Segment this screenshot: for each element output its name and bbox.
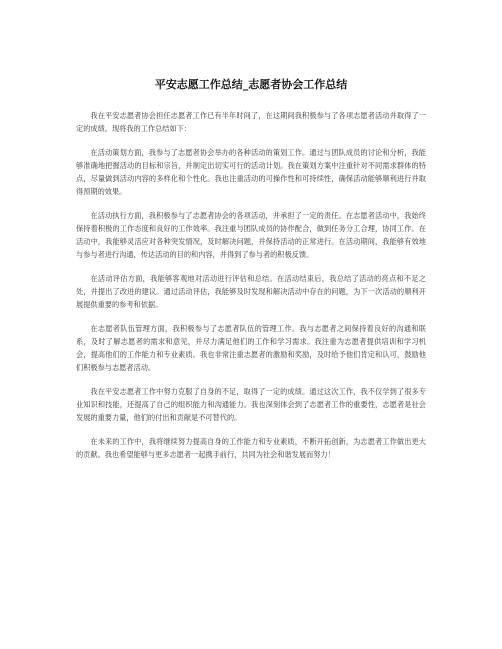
paragraph-reflection: 我在平安志愿者工作中努力克服了自身的不足，取得了一定的成绩。通过这次工作，我不仅学到了很多专业知识和技能，还提高了自己的组织能力和沟通能力。我也深刻体会到了志愿者工作的重要性，志愿者是社会发展的重要力量，他们的付出和贡献是不可替代的。 <box>76 387 426 422</box>
paragraph-execution: 在活动执行方面，我积极参与了志愿者协会的各项活动，并承担了一定的责任。在志愿者活动中，我始终保持着积极的工作态度和良好的工作效率。我注重与团队成员的协作配合，做到任务分工合理，协同工作。在活动中，我能够灵活应对各种突发情况，及时解决问题，并保持活动的正常进行。在活动期间，我能够有效地与参与者进行沟通，传达活动的目的和内容，并得到了参与者的积极反馈。 <box>76 211 426 259</box>
document-title: 平安志愿工作总结_志愿者协会工作总结 <box>154 78 348 91</box>
paragraph-future: 在未来的工作中，我将继续努力提高自身的工作能力和专业素质，不断开拓创新，为志愿者工作做出更大的贡献。我也希望能够与更多志愿者一起携手前行，共同为社会和谐发展而努力！ <box>76 437 426 459</box>
paragraph-planning: 在活动策划方面，我参与了志愿者协会举办的各种活动的策划工作。通过与团队成员的讨论和分析，我能够准确地把握活动的目标和宗旨，并制定出切实可行的活动计划。我在策划方案中注重针对不同需求群体的特点，尽量做到活动内容的多样化和个性化。我也注重活动的可操作性和可持续性，确保活动能够顺利进行并取得预期的效果。 <box>76 148 426 196</box>
paragraph-intro: 我在平安志愿者协会担任志愿者工作已有半年时间了，在这期间我积极参与了各项志愿者活动并取得了一定的成绩。现将我的工作总结如下： <box>76 111 426 133</box>
paragraph-evaluation: 在活动评估方面，我能够客观地对活动进行评估和总结。在活动结束后，我总结了活动的亮点和不足之处，并提出了改进的建议。通过活动评估，我能够及时发现和解决活动中存在的问题，为下一次活动的顺利开展提供重要的参考和依据。 <box>76 274 426 309</box>
paragraph-team-management: 在志愿者队伍管理方面，我积极参与了志愿者队伍的管理工作。我与志愿者之间保持着良好的沟通和联系，及时了解志愿者的需求和意见，并尽力满足他们的工作和学习需求。我注重为志愿者提供培训和学习机会，提高他们的工作能力和专业素质。我也非常注重志愿者的激励和奖励，及时给予他们肯定和认可，鼓励他们积极参与志愿者活动。 <box>76 324 426 372</box>
